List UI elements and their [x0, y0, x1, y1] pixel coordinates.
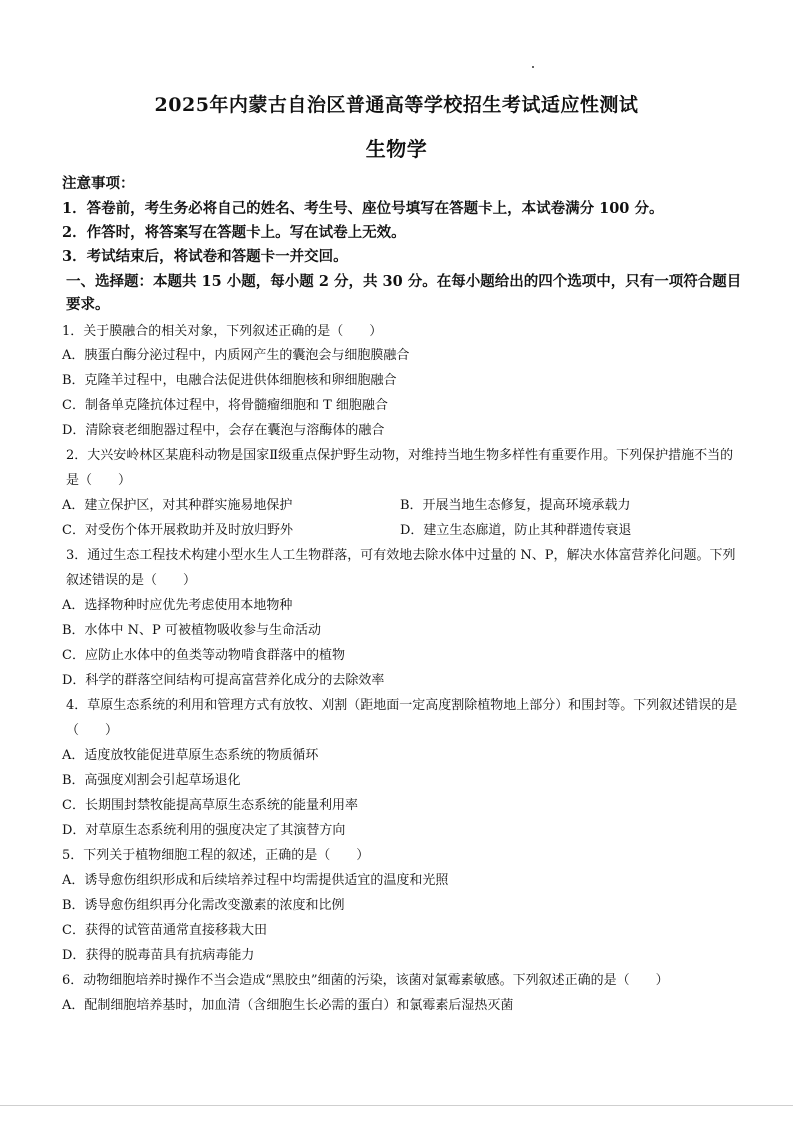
question-stem: 3．通过生态工程技术构建小型水生人工生物群落，可有效地去除水体中过量的 N、P，解决水体富营养化问题。下列叙述错误的是（ ）: [66, 548, 736, 588]
question-stem: 5．下列关于植物细胞工程的叙述，正确的是（ ）: [62, 848, 370, 863]
option: C．对受伤个体开展救助并及时放归野外: [62, 523, 293, 538]
option: C．制备单克隆抗体过程中，将骨髓瘤细胞和 T 细胞融合: [62, 398, 388, 413]
question-stem: 1．关于膜融合的相关对象，下列叙述正确的是（ ）: [62, 324, 383, 339]
option: D．获得的脱毒苗具有抗病毒能力: [62, 948, 255, 963]
question-stem: 2．大兴安岭林区某鹿科动物是国家Ⅱ级重点保护野生动物，对维持当地生物多样性有重要作用。下列保护措施不当的是（ ）: [66, 448, 734, 488]
option: A．胰蛋白酶分泌过程中，内质网产生的囊泡会与细胞膜融合: [62, 348, 410, 363]
option-row: [62, 496, 742, 516]
option: A．诱导愈伤组织形成和后续培养过程中均需提供适宜的温度和光照: [62, 873, 449, 888]
notice-item: 3．考试结束后，将试卷和答题卡一并交回。: [62, 248, 348, 265]
option: A．建立保护区，对其种群实施易地保护: [62, 498, 293, 513]
option: B．水体中 N、P 可被植物吸收参与生命活动: [62, 623, 321, 638]
option-row: [62, 521, 742, 541]
page-bottom-rule: [0, 1105, 793, 1106]
question-stem: 6．动物细胞培养时操作不当会造成“黑胶虫”细菌的污染，该菌对氯霉素敏感。下列叙述正确的是（ ）: [62, 973, 669, 988]
option: A．选择物种时应优先考虑使用本地物种: [62, 598, 293, 613]
option: D．科学的群落空间结构可提高富营养化成分的去除效率: [62, 673, 385, 688]
option: A．适度放牧能促进草原生态系统的物质循环: [62, 748, 319, 763]
option: C．应防止水体中的鱼类等动物啃食群落中的植物: [62, 648, 345, 663]
option: A．配制细胞培养基时，加血清（含细胞生长必需的蛋白）和氯霉素后湿热灭菌: [62, 998, 514, 1013]
option: B．诱导愈伤组织再分化需改变激素的浓度和比例: [62, 898, 345, 913]
exam-title: 2025年内蒙古自治区普通高等学校招生考试适应性测试: [154, 94, 639, 116]
question-stem: 4．草原生态系统的利用和管理方式有放牧、刈割（距地面一定高度割除植物地上部分）和围封等。下列叙述错误的是（ ）: [66, 698, 738, 738]
option: C．获得的试管苗通常直接移栽大田: [62, 923, 267, 938]
option: B．克隆羊过程中，电融合法促进供体细胞核和卵细胞融合: [62, 373, 397, 388]
scan-dot: [532, 66, 534, 68]
option: D．对草原生态系统利用的强度决定了其演替方向: [62, 823, 346, 838]
subject-title: 生物学: [365, 137, 428, 161]
option: B．高强度刈割会引起草场退化: [62, 773, 241, 788]
option: D．建立生态廊道，防止其种群遗传衰退: [400, 523, 632, 538]
option: C．长期围封禁牧能提高草原生态系统的能量利用率: [62, 798, 358, 813]
option: D．清除衰老细胞器过程中，会存在囊泡与溶酶体的融合: [62, 423, 385, 438]
section-instructions: 一、选择题：本题共 15 小题，每小题 2 分，共 30 分。在每小题给出的四个选项中，只有一项符合题目要求。: [66, 273, 742, 313]
notice-heading: 注意事项：: [62, 175, 135, 192]
notice-item: 1．答卷前，考生务必将自己的姓名、考生号、座位号填写在答题卡上，本试卷满分 100 分。: [62, 200, 664, 217]
option: B．开展当地生态修复，提高环境承载力: [400, 498, 631, 513]
notice-item: 2．作答时，将答案写在答题卡上。写在试卷上无效。: [62, 224, 406, 241]
